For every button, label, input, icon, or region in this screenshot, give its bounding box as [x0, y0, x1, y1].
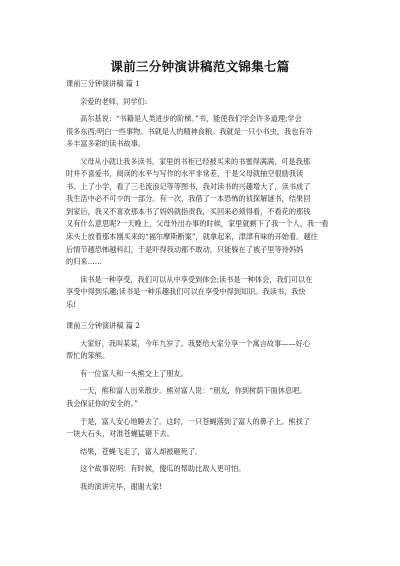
paragraph-line: 于是，富人安心地睡去了。这时，一只苍蝇落到了富人的鼻子上。熊找了	[80, 416, 311, 426]
paragraph-line: 时并不喜爱书，阅读的水平与写作的水平非常差，于是父母就抽空很励我读	[66, 169, 304, 179]
document-body	[66, 78, 336, 493]
section-heading: 课前三分钟演讲稿 篇 1	[66, 79, 140, 88]
document-title: 课前三分钟演讲稿范文锦集七篇	[110, 59, 290, 74]
paragraph-line: 后情节越恐怖越科幻，于是吓得我动都不敢动，只能躲在了被子里等待妈妈	[66, 244, 304, 254]
paragraph-line: 又有什么意思呢?一天晚上，父母外出办事的时候，家里就剩下了我一个人，我一看	[66, 219, 329, 229]
paragraph	[66, 274, 336, 312]
paragraph-line: 很多东西;明白一些事物。书就是人的精神食粮。我就是一只小书虫，我也有许	[66, 126, 313, 136]
paragraph-line: 帮忙的笨熊。	[66, 351, 110, 361]
paragraph-line: 乐!	[66, 299, 77, 309]
paragraph-line: 读书是一种享受，我们可以从中享受到体会;读书是一种体会，我们可以在	[80, 274, 313, 284]
paragraph-line: 大家好，我叫某某，今年九岁了。我要给大家分享一个寓言故事——好心	[80, 338, 311, 348]
paragraph	[66, 463, 336, 476]
paragraph-line: 一块大石头，对准苍蝇猛砸下去。	[66, 429, 174, 439]
paragraph-line: 这个故事说明：有时候，傻瓜的帮助比敌人更可怕。	[80, 464, 246, 474]
paragraph	[66, 446, 336, 459]
paragraph	[66, 156, 336, 269]
paragraph-line: 高尔基说：“书籍是人类进步的阶梯。”书，能使我们学会许多道理;学会	[80, 114, 302, 124]
paragraph	[66, 338, 336, 363]
paragraph-line: 有一位富人和一头熊交上了朋友。	[80, 368, 188, 378]
paragraph-line: 的归来……	[66, 257, 102, 267]
paragraph-line: 书。上了小学，看了三毛流浪记等等图书，我对读书的兴趣增大了，读书成了	[66, 181, 311, 191]
paragraph-line: 床头上放着那本刚买来的“福尔摩斯断案”，就拿起来，津津有味的开始看。越往	[66, 232, 318, 242]
greeting: 亲爱的老师、同学们:	[80, 96, 148, 106]
paragraph-line: 享受中得到乐趣;读书是一种乐趣我们可以在享受中得到知识。我读书，我快	[66, 287, 306, 297]
paragraph-line: 我生活中必不可少的一部分。有一次，我借了一本恐怖的侦探解谜书，结果回	[66, 194, 311, 204]
section-heading: 课前三分钟演讲稿 篇 2	[66, 321, 140, 331]
paragraph-line: 一天，熊和富人出来散步。熊对富人说：“朋友，你到树荫下面休息吧。	[80, 386, 307, 396]
paragraph	[66, 385, 336, 410]
paragraph	[66, 368, 336, 381]
paragraph-line: 多丰富多彩的读书故事。	[66, 139, 146, 149]
closing-line: 我的演讲完毕，谢谢大家!	[80, 481, 162, 491]
paragraph	[66, 113, 336, 151]
paragraph	[66, 416, 336, 441]
paragraph-line: 我会保证你的安全的。”	[66, 399, 138, 409]
paragraph-line: 父母从小就让我多读书，家里的书柜已经被买来的书塞得满满，可是我那	[80, 156, 311, 166]
paragraph-line: 结果，苍蝇飞走了，富人却被砸死了。	[80, 446, 203, 456]
paragraph-line: 到家后，我又不喜欢那本书了妈妈就指责我，买回来必须得看，不看花的那钱	[66, 206, 311, 216]
